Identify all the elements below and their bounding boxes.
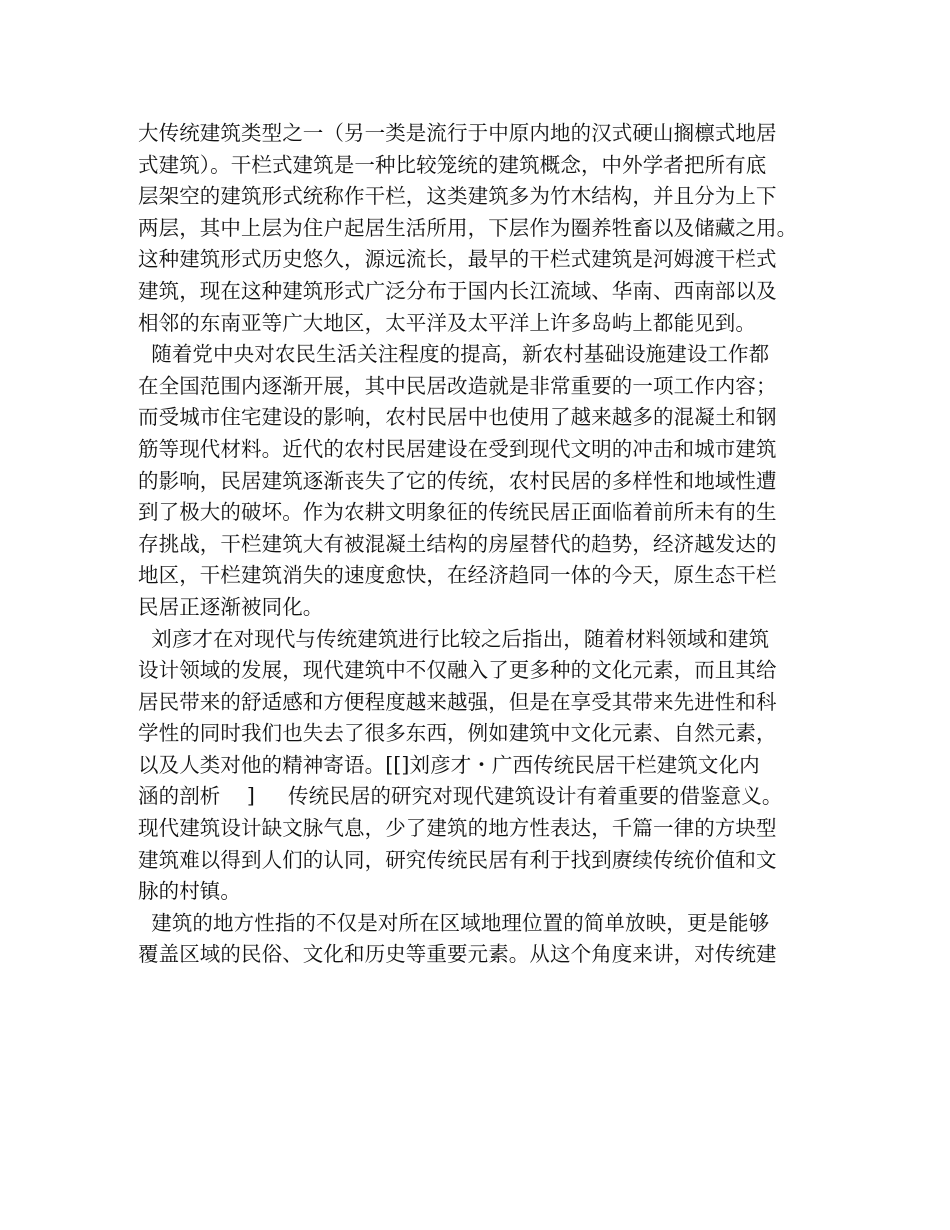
text-line: 建筑，现在这种建筑形式广泛分布于国内长江流域、华南、西南部以及 [138,278,777,303]
text-line: 以及人类对他的精神寄语。[[]刘彦才・广西传统民居干栏建筑文化内 [138,752,760,777]
text-line: 地区，干栏建筑消失的速度愈快，在经济趋同一体的今天，原生态干栏 [138,563,777,588]
text-line: 两层，其中上层为住户起居生活所用，下层作为圈养牲畜以及储藏之用。 [138,215,798,240]
text-line: 到了极大的破坏。作为农耕文明象征的传统民居正面临着前所未有的生 [138,500,777,525]
text-line: 大传统建筑类型之一（另一类是流行于中原内地的汉式硬山搁檩式地居 [138,121,777,145]
text-line: 脉的村镇。 [138,879,241,904]
text-line: 这种建筑形式历史悠久，源远流长，最早的干栏式建筑是河姆渡干栏式 [138,247,777,272]
text-line: 式建筑）。干栏式建筑是一种比较笼统的建筑概念，中外学者把所有底 [138,152,767,177]
text-line: 涵的剖析 ] 传统民居的研究对现代建筑设计有着重要的借鉴意义。 [138,784,783,809]
text-line: 筋等现代材料。近代的农村民居建设在受到现代文明的冲击和城市建筑 [138,436,777,461]
text-line: 现代建筑设计缺文脉气息，少了建筑的地方性表达，千篇一律的方块型 [138,816,777,841]
text-line: 随着党中央对农民生活关注程度的提高，新农村基础设施建设工作都 [138,342,770,367]
text-line: 设计领域的发展，现代建筑中不仅融入了更多种的文化元素，而且其给 [138,658,777,683]
text-line: 居民带来的舒适感和方便程度越来越强，但是在享受其带来先进性和科 [138,689,777,714]
body-text [138,118,828,971]
text-line: 学性的同时我们也失去了很多东西，例如建筑中文化元素、自然元素， [138,721,777,746]
text-line: 而受城市住宅建设的影响，农村民居中也使用了越来越多的混凝土和钢 [138,405,777,430]
text-line: 建筑的地方性指的不仅是对所在区域地理位置的简单放映，更是能够 [138,910,770,935]
text-line: 覆盖区域的民俗、文化和历史等重要元素。从这个角度来讲，对传统建 [138,942,777,967]
text-line: 刘彦才在对现代与传统建筑进行比较之后指出，随着材料领域和建筑 [138,626,770,651]
text-line: 在全国范围内逐渐开展，其中民居改造就是非常重要的一项工作内容； [138,373,777,398]
text-line: 存挑战，干栏建筑大有被混凝土结构的房屋替代的趋势，经济越发达的 [138,531,777,556]
text-line: 的影响，民居建筑逐渐丧失了它的传统，农村民居的多样性和地域性遭 [138,468,777,493]
text-line: 民居正逐渐被同化。 [138,594,324,619]
text-line: 建筑难以得到人们的认同，研究传统民居有利于找到赓续传统价值和文 [138,847,777,872]
text-line: 层架空的建筑形式统称作干栏，这类建筑多为竹木结构，并且分为上下 [138,184,777,209]
text-line: 相邻的东南亚等广大地区，太平洋及太平洋上许多岛屿上都能见到。 [138,310,756,335]
